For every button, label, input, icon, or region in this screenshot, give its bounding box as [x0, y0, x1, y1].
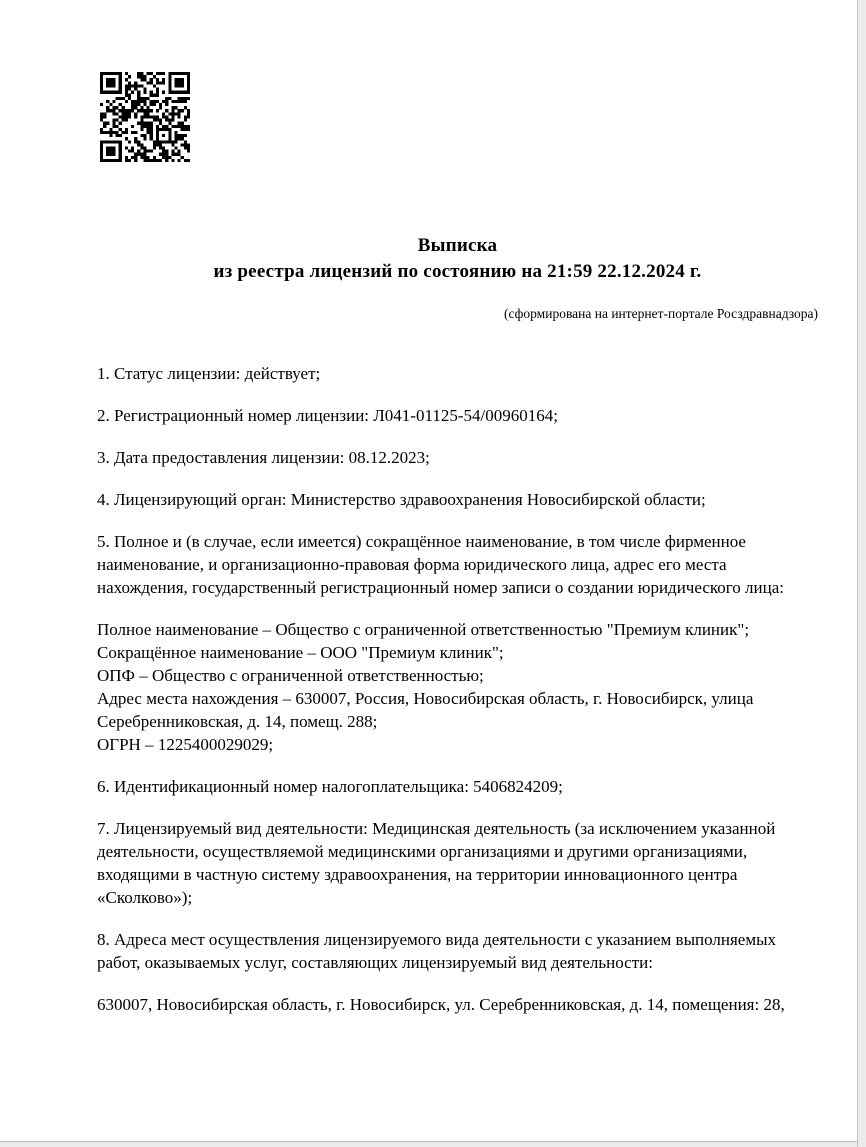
qr-code-image	[100, 72, 190, 162]
org-address: Адрес места нахождения – 630007, Россия, Новосибирская область, г. Новосибирск, улица Серебренниковская, д. 14, помещ. 288;	[97, 689, 754, 731]
paragraph-licensing-authority: 4. Лицензирующий орган: Министерство здравоохранения Новосибирской области;	[97, 490, 706, 509]
org-legal-form: ОПФ – Общество с ограниченной ответственностью;	[97, 666, 484, 685]
document-title-line2: из реестра лицензий по состоянию на 21:59 22.12.2024 г.	[213, 261, 702, 282]
paragraph-inn: 6. Идентификационный номер налогоплательщика: 5406824209;	[97, 777, 563, 796]
paragraph-license-status: 1. Статус лицензии: действует;	[97, 364, 321, 383]
org-short-name: Сокращённое наименование – ООО "Премиум клиник";	[97, 643, 504, 662]
document-subtitle: (сформирована на интернет-портале Росздравнадзора)	[503, 306, 818, 321]
paragraph-activity-type: 7. Лицензируемый вид деятельности: Медицинская деятельность (за исключением указанной деятельности, осуществляемой медицинскими организациями и другими организациями, входящими в частную систему здравоохранения, на территории инновационного центра «Сколково»);	[97, 819, 776, 907]
document-body	[97, 362, 818, 1016]
org-ogrn: ОГРН – 1225400029029;	[97, 735, 274, 754]
document-content	[97, 233, 818, 1035]
paragraph-activity-addresses-intro: 8. Адреса мест осуществления лицензируемого вида деятельности с указанием выполняемых работ, оказываемых услуг, составляющих лицензируемый вид деятельности:	[97, 930, 776, 972]
document-title-line1: Выписка	[417, 235, 498, 256]
viewer-bottom-edge	[0, 1141, 857, 1147]
paragraph-activity-address: 630007, Новосибирская область, г. Новосибирск, ул. Серебренниковская, д. 14, помещения: 28,	[97, 995, 785, 1014]
org-full-name: Полное наименование – Общество с ограниченной ответственностью "Премиум клиник";	[97, 620, 750, 639]
paragraph-grant-date: 3. Дата предоставления лицензии: 08.12.2023;	[97, 448, 430, 467]
paragraph-org-name-intro: 5. Полное и (в случае, если имеется) сокращённое наименование, в том числе фирменное наименование, и организационно-правовая форма юридического лица, адрес его места нахождения, государственный регистрационный номер записи о создании юридического лица:	[97, 532, 785, 597]
document-title	[97, 233, 818, 285]
paragraph-registration-number: 2. Регистрационный номер лицензии: Л041-01125-54/00960164;	[97, 406, 558, 425]
org-details-block	[97, 618, 818, 756]
viewer-right-edge	[857, 0, 866, 1147]
